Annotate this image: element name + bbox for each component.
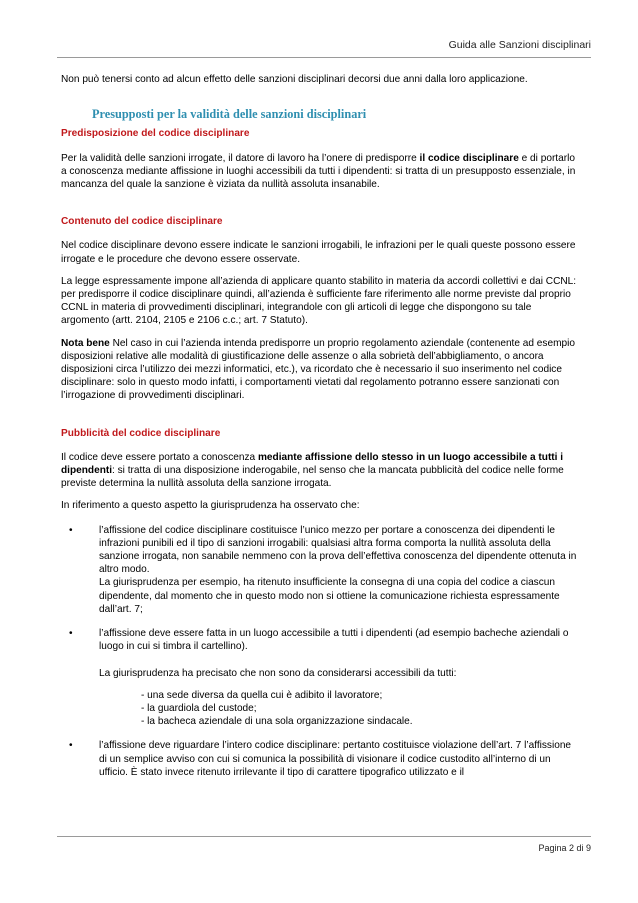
contenuto-paragraph-1: Nel codice disciplinare devono essere indicate le sanzioni irrogabili, le infrazioni per le quali queste possono essere irrogate e le procedure che devono essere osservate. (61, 240, 576, 265)
sub-list-item: - una sede diversa da quella cui è adibito il lavoratore; (141, 689, 383, 701)
list-item (61, 627, 581, 728)
heading-predisposizione: Predisposizione del codice disciplinare (61, 128, 250, 140)
sub-list-item: - la bacheca aziendale di una sola organizzazione sindacale. (141, 716, 413, 728)
page-content (61, 73, 581, 779)
list-item (61, 739, 581, 779)
text-run: : si tratta di una disposizione inderogabile, nel senso che la mancata pubblicità del codice nelle forme previste determina la nullità assoluta della sanzione irrogata. (61, 465, 564, 490)
heading-contenuto: Contenuto del codice disciplinare (61, 216, 223, 228)
sub-list-item: - la guardiola del custode; (141, 702, 257, 714)
nota-bene-paragraph (61, 337, 581, 403)
list-item-text: La giurisprudenza ha precisato che non sono da considerarsi accessibili da tutti: (99, 667, 457, 679)
pubblicita-paragraph-1 (61, 451, 581, 491)
list-item-text: l’affissione deve essere fatta in un luogo accessibile a tutti i dipendenti (ad esempio bacheche aziendali o luogo in cui si timbra il cartellino). (99, 628, 569, 653)
list-item-text: l’affissione del codice disciplinare costituisce l’unico mezzo per portare a conoscenza dei dipendenti le infrazioni punibili ed il tipo di sanzioni irrogabili: qualsiasi altra forma comporta la nullità assoluta della sanzione irrogata, non sanabile nemmeno con la prova dell’effettiva conoscenza del dipendente ottenuta in altro modo. (99, 524, 577, 576)
page-number: Pagina 2 di 9 (538, 843, 591, 853)
text-run: e di portarlo a conoscenza mediante affissione in luoghi accessibili da tutti i dipendenti: si tratta di un presupposto essenziale, in mancanza del quale la sanzione è viziata da nullità assoluta insanabile. (61, 152, 576, 191)
section-title: Presupposti per la validità delle sanzioni disciplinari (92, 107, 367, 122)
nota-bene-label: Nota bene (61, 337, 110, 349)
bullet-list (61, 524, 581, 779)
text-run: Nel caso in cui l’azienda intenda predisporre un proprio regolamento aziendale (contenente ad esempio disposizioni relative alle modalità di giustificazione delle assenze o alla sobrietà dell’abbigliamento, o ancora disposizioni circa l’utilizzo dei mezzi informatici, etc.), va ricordato che è necessario il suo inserimento nel codice disciplinare: solo in questo modo infatti, i comportamenti vietati dal regolamento potranno essere sanzionati con l’irrogazione di provvedimenti disciplinari. (61, 337, 575, 402)
text-run: Per la validità delle sanzioni irrogate, il datore di lavoro ha l’onere di predisporre (61, 152, 420, 164)
bullet-icon: • (69, 628, 73, 640)
footer-divider (57, 836, 591, 837)
intro-paragraph: Non può tenersi conto ad alcun effetto delle sanzioni disciplinari decorsi due anni dalla loro applicazione. (61, 74, 528, 85)
pubblicita-paragraph-2: In riferimento a questo aspetto la giurisprudenza ha osservato che: (61, 500, 360, 512)
list-item-text: La giurisprudenza per esempio, ha ritenuto insufficiente la consegna di una copia del codice a ciascun dipendente, dal momento che in questo modo non si ottiene la comunicazione richiesta espressamente dall’art. 7; (99, 577, 560, 615)
running-header: Guida alle Sanzioni disciplinari (448, 39, 591, 51)
list-item (61, 524, 581, 616)
bullet-icon: • (69, 524, 73, 536)
bold-run: il codice disciplinare (419, 152, 519, 164)
bullet-icon: • (69, 740, 73, 752)
sub-list (141, 689, 581, 729)
header-divider (57, 57, 591, 58)
contenuto-paragraph-2: La legge espressamente impone all’azienda di applicare quanto stabilito in materia da accordi collettivi e dai CCNL: per predisporre il codice disciplinare quindi, all’azienda è sufficiente fare riferimento alle norme previste dal proprio CCNL in materia di provvedimenti disciplinari, integrandole con gli articoli di legge che dispongono su tale argomento (artt. 2104, 2105 e 2106 c.c.; art. 7 Statuto). (61, 275, 577, 327)
bold-run: mediante affissione dello stesso in un luogo accessibile a tutti i dipendenti (61, 451, 564, 477)
text-run: Il codice deve essere portato a conoscenza (61, 451, 258, 463)
predisposizione-paragraph (61, 152, 581, 192)
heading-pubblicita: Pubblicità del codice disciplinare (61, 427, 221, 439)
list-item-text: l’affissione deve riguardare l’intero codice disciplinare: pertanto costituisce violazione dell’art. 7 l’affissione di un semplice avviso con cui si comunica la possibilità di visionare il codice custodito all’interno di un ufficio. È stato invece ritenuto irrilevante il tipo di carattere tipografico utilizzato e il (99, 740, 572, 778)
